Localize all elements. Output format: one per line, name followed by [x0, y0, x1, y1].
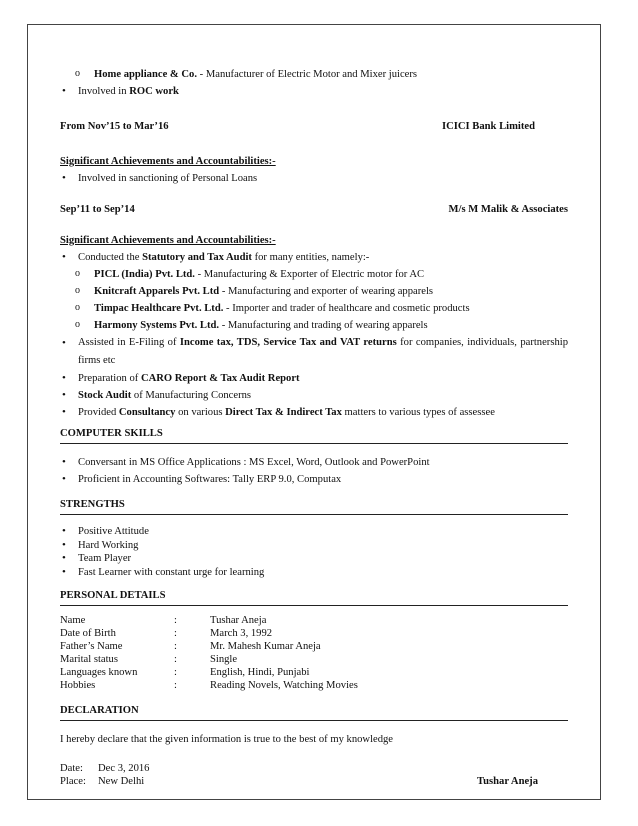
entity-name: Knitcraft Apparels Pvt. Ltd: [94, 286, 220, 297]
place-value: New Delhi: [98, 776, 145, 787]
detail-value: Mr. Mahesh Kumar Aneja: [210, 641, 321, 652]
table-row: [60, 666, 358, 679]
detail-value: March 3, 1992: [210, 628, 273, 639]
detail-colon: :: [174, 641, 177, 652]
bullet-bold-text: Statutory and Tax Audit: [142, 252, 252, 263]
list-item: • Fast Learner with constant urge for learning: [60, 566, 568, 580]
bullet-text: Preparation of: [78, 373, 141, 384]
table-row: [60, 679, 358, 692]
detail-value: Single: [210, 654, 238, 665]
bullet-bold-text: Income tax, TDS, Service Tax and VAT returns: [179, 337, 397, 348]
entity-desc: - Manufacturing and exporter of wearing apparels: [219, 286, 434, 297]
section-heading-strengths: STRENGTHS: [60, 496, 568, 515]
job-period: Sep’11 to Sep’14: [60, 204, 135, 215]
section-heading-personal-details: PERSONAL DETAILS: [60, 587, 568, 606]
bullet-bold-text: ROC work: [129, 86, 179, 97]
entity-desc: - Importer and trader of healthcare and cosmetic products: [223, 303, 470, 314]
detail-label: Name: [60, 615, 86, 626]
bullet-bold-text: CARO Report & Tax Audit Report: [140, 373, 300, 384]
list-item: • Hard Working: [60, 539, 568, 553]
detail-value: Tushar Aneja: [210, 615, 267, 626]
detail-label: Father’s Name: [60, 641, 123, 652]
table-row: [60, 640, 358, 653]
bullet-statutory-audit: [60, 249, 568, 266]
sub-item-home-appliance: [60, 66, 568, 83]
detail-value: Reading Novels, Watching Movies: [210, 680, 358, 691]
section-heading-computer-skills: COMPUTER SKILLS: [60, 425, 568, 444]
bullet-caro: [60, 370, 568, 387]
job-company: M/s M Malik & Associates: [448, 204, 568, 215]
achievements-heading: Significant Achievements and Accountabilities:-: [60, 156, 276, 167]
detail-label: Marital status: [60, 654, 118, 665]
date-label: Date:: [60, 763, 83, 774]
bullet-personal-loans: • Involved in sanctioning of Personal Loans: [60, 170, 568, 187]
job-malik: [60, 201, 568, 218]
place-label: Place:: [60, 776, 86, 787]
list-item: • Conversant in MS Office Applications : MS Excel, Word, Outlook and PowerPoint: [60, 454, 568, 471]
bullet-efiling: [60, 334, 568, 370]
bullet-consultancy: [60, 404, 568, 421]
bullet-text: on various: [175, 407, 226, 418]
bullet-text: for companies, individuals, partnership firms etc: [78, 337, 568, 366]
bullet-roc-work: [60, 83, 568, 100]
table-row: [60, 627, 358, 640]
entity-name: Timpac Healthcare Pvt. Ltd.: [94, 303, 224, 314]
bullet-text: Provided: [78, 407, 119, 418]
list-item: • Team Player: [60, 552, 568, 566]
bullet-stock-audit: [60, 387, 568, 404]
bullet-text: Involved in: [78, 86, 130, 97]
entity-item: [60, 317, 568, 334]
declaration-place: [60, 775, 568, 788]
job-period: From Nov’15 to Mar’16: [60, 121, 169, 132]
list-item: • Positive Attitude: [60, 525, 568, 539]
detail-colon: :: [174, 680, 177, 691]
list-item: • Proficient in Accounting Softwares: Tally ERP 9.0, Computax: [60, 471, 568, 488]
entity-desc: - Manufacturing and trading of wearing apparels: [219, 320, 428, 331]
detail-label: Date of Birth: [60, 628, 116, 639]
table-row: [60, 653, 358, 666]
entity-item: [60, 283, 568, 300]
declaration-date: [60, 762, 568, 775]
detail-label: Hobbies: [60, 680, 96, 691]
section-heading-declaration: DECLARATION: [60, 702, 568, 721]
detail-colon: :: [174, 615, 177, 626]
entity-name: Harmony Systems Pvt. Ltd.: [94, 320, 220, 331]
table-row: [60, 614, 358, 627]
detail-value: English, Hindi, Punjabi: [210, 667, 310, 678]
date-value: Dec 3, 2016: [98, 763, 150, 774]
detail-colon: :: [174, 628, 177, 639]
achievements-heading: Significant Achievements and Accountabilities:-: [60, 235, 276, 246]
job-icici: [60, 118, 568, 135]
detail-colon: :: [174, 654, 177, 665]
declaration-text: I hereby declare that the given information is true to the best of my knowledge: [60, 734, 394, 745]
detail-colon: :: [174, 667, 177, 678]
bullet-text: Conducted the: [78, 252, 143, 263]
signature-name: Tushar Aneja: [477, 776, 538, 787]
bullet-bold-text: Stock Audit: [78, 390, 132, 401]
entity-item: [60, 266, 568, 283]
resume-content: [60, 66, 568, 788]
entity-desc: - Manufacturing & Exporter of Electric motor for AC: [194, 269, 425, 280]
entity-item: [60, 300, 568, 317]
entity-name: PICL (India) Pvt. Ltd.: [94, 269, 195, 280]
detail-label: Languages known: [60, 667, 138, 678]
bullet-bold-text: Direct Tax & Indirect Tax: [225, 407, 342, 418]
bullet-text: of Manufacturing Concerns: [131, 390, 252, 401]
bullet-text: for many entities, namely:-: [251, 252, 370, 263]
personal-details-table: [60, 614, 358, 692]
sub-item-desc: - Manufacturer of Electric Motor and Mixer juicers: [197, 69, 418, 80]
bullet-bold-text: Consultancy: [118, 407, 176, 418]
bullet-text: Assisted in E-Filing of: [78, 337, 180, 348]
sub-item-company: Home appliance & Co.: [94, 69, 197, 80]
job-company: ICICI Bank Limited: [441, 121, 535, 132]
bullet-text: matters to various types of assessee: [341, 407, 495, 418]
